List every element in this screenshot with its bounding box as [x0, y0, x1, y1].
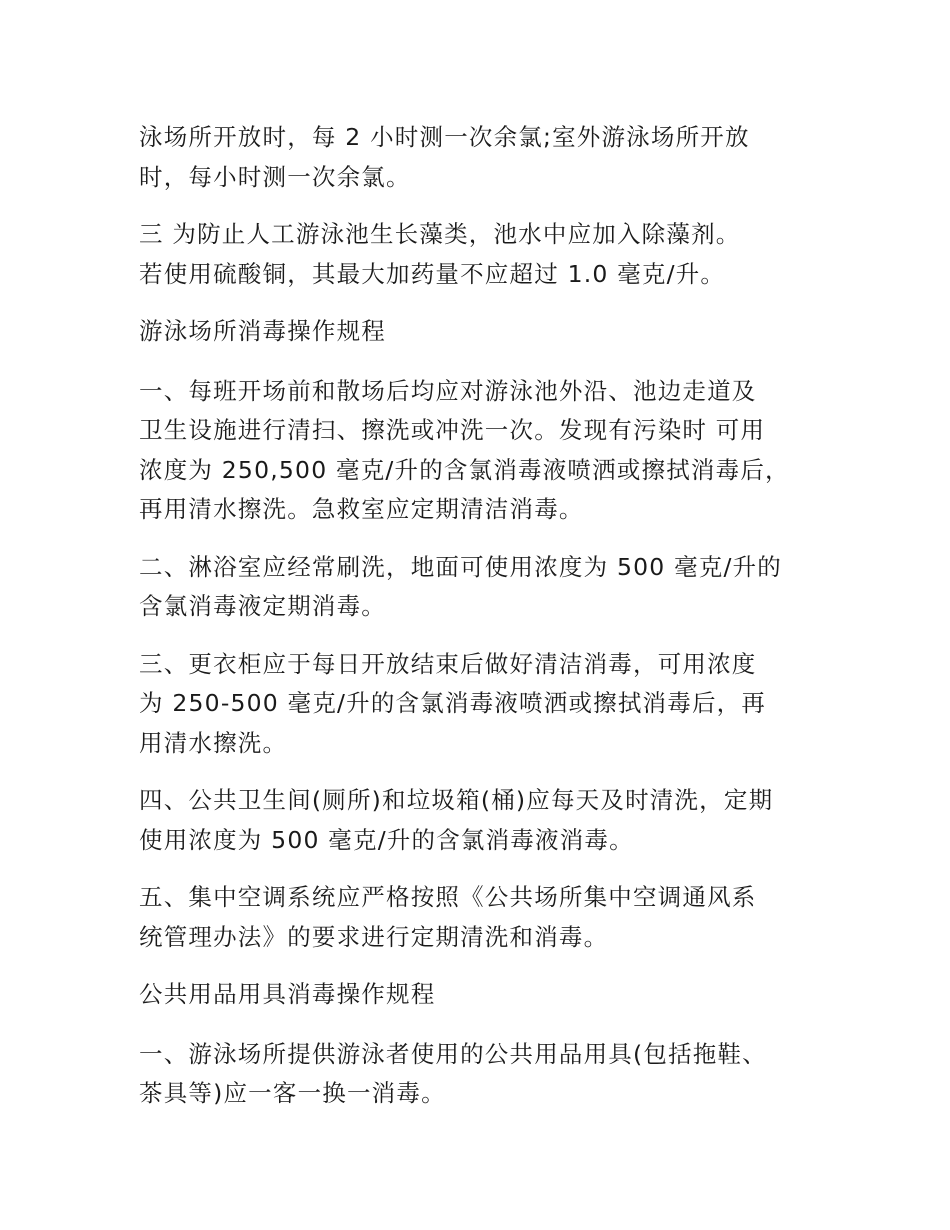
section-heading-pool-disinfection: [139, 312, 819, 352]
text-line: 统管理办法》的要求进行定期清洗和消毒。: [139, 922, 609, 951]
text-line: 三 为防止人工游泳池生长藻类，池水中应加入除藻剂。: [139, 220, 741, 248]
text-line: 为 250-500 毫克/升的含氯消毒液喷洒或擦拭消毒后，再: [139, 689, 767, 717]
heading-text: 公共用品用具消毒操作规程: [139, 980, 436, 1008]
heading-text: 游泳场所消毒操作规程: [139, 317, 386, 345]
text-line: 再用清水擦洗。急救室应定期清洁消毒。: [139, 495, 584, 523]
text-line: 泳场所开放时，每 2 小时测一次余氯;室外游泳场所开放: [139, 123, 750, 151]
text-line: 浓度为 250,500 毫克/升的含氯消毒液喷洒或擦拭消毒后，: [139, 455, 790, 484]
paragraph-chlorine-testing: [139, 118, 819, 197]
text-line: 五、集中空调系统应严格按照《公共场所集中空调通风系: [139, 883, 757, 911]
document-page: [139, 118, 819, 1132]
text-line: 一、每班开场前和散场后均应对游泳池外沿、池边走道及: [139, 376, 757, 405]
paragraph-algae-control: [139, 215, 819, 294]
paragraph-item-5-air-conditioning: [139, 878, 819, 957]
text-line: 一、游泳场所提供游泳者使用的公共用品用具(包括拖鞋、: [139, 1039, 767, 1068]
text-line: 时，每小时测一次余氯。: [139, 162, 411, 191]
paragraph-item-3-lockers: [139, 645, 819, 764]
text-line: 含氯消毒液定期消毒。: [139, 592, 386, 620]
text-line: 四、公共卫生间(厕所)和垃圾箱(桶)应每天及时清洗，定期: [139, 786, 774, 814]
text-line: 用清水擦洗。: [139, 728, 288, 757]
text-line: 使用浓度为 500 毫克/升的含氯消毒液消毒。: [139, 825, 634, 854]
text-line: 二、淋浴室应经常刷洗，地面可使用浓度为 500 毫克/升的: [139, 552, 783, 581]
paragraph-item-1-cleaning: [139, 372, 819, 530]
section-heading-public-items: [139, 975, 819, 1015]
paragraph-item-4-restrooms: [139, 781, 819, 860]
text-line: 茶具等)应一客一换一消毒。: [139, 1079, 446, 1107]
text-line: 卫生设施进行清扫、擦洗或冲洗一次。发现有污染时 可用: [139, 416, 766, 444]
paragraph-item-2-shower: [139, 548, 819, 627]
paragraph-public-items-item-1: [139, 1035, 819, 1114]
text-line: 若使用硫酸铜，其最大加药量不应超过 1.0 毫克/升。: [139, 259, 726, 288]
text-line: 三、更衣柜应于每日开放结束后做好清洁消毒，可用浓度: [139, 649, 757, 678]
